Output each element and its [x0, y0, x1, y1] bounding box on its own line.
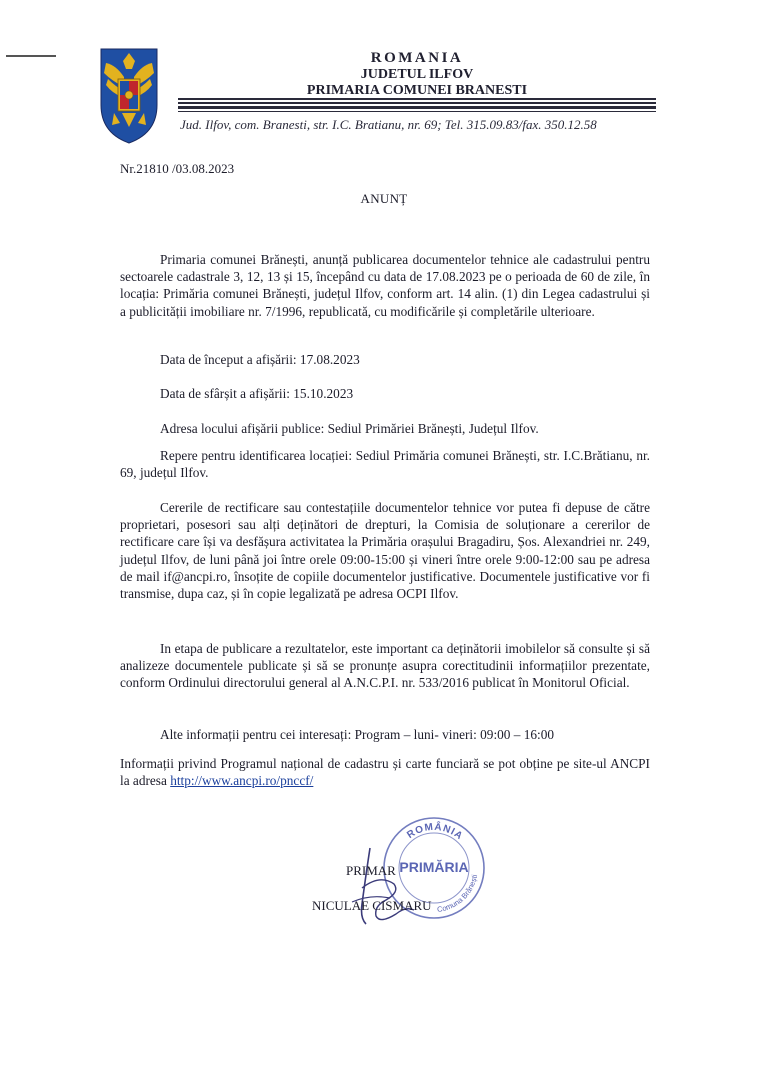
stamp-top-text: ROMÂNIA	[405, 821, 465, 843]
location-line: Adresa locului afișării publice: Sediul Primăriei Brănești, Județul Ilfov.	[160, 421, 539, 436]
signatory-title: PRIMAR	[346, 863, 396, 878]
publication-text: In etapa de publicare a rezultatelor, este important ca deținătorii imobilelor să consulte și să analizeze documentele publicate și să se pronunțe asupra corectitudinii informațiilor prezentate, conform Ordinului directorului general al A.N.C.P.I. nr. 533/2016 publicat în Monitorul Oficial.	[120, 641, 650, 691]
requests-text: Cererile de rectificare sau contestațiile documentelor tehnice vor putea fi depuse de către proprietari, posesori sau alți deținători de drepturi, la Comisia de soluționare a cererilor de rectificare care își va desfășura activitatea la Primăria orașului Bragadiru, Șos. Alexandriei nr. 249, județul Ilfov, de luni până joi între orele 09:00-15:00 și vineri între orele 9:00-12:00 sau pe adresa de mail if@ancpi.ro, însoțite de copiile documentelor justificative. Documentele justificative vor fi transmise, dupa caz, și în copie legalizată pe adresa OCPI Ilfov.	[120, 500, 650, 602]
header-address: Jud. Ilfov, com. Branesti, str. I.C. Bratianu, nr. 69; Tel. 315.09.83/fax. 350.12.58	[180, 117, 597, 132]
registration-number: Nr.21810 /03.08.2023	[120, 161, 235, 176]
coat-of-arms-icon	[98, 43, 160, 145]
scan-artifact-line	[6, 55, 56, 57]
start-date-line: Data de început a afișării: 17.08.2023	[160, 352, 360, 367]
document-title: ANUNȚ	[360, 191, 408, 206]
header-country: ROMANIA	[370, 50, 464, 66]
header-rule	[178, 102, 656, 104]
info-text: Informații privind Programul național de cadastru și carte funciară se pot obține pe site-ul ANCPI la adresa	[120, 756, 650, 789]
header-rule	[178, 111, 656, 112]
announcement-text: Primaria comunei Brănești, anunță publicarea documentelor tehnice ale cadastrului pentru sectoarele cadastrale 3, 12, 13 și 15, începând cu data de 17.08.2023 pe o perioada de 60 de zile, în locația: Primăria comunei Brănești, județul Ilfov, conform art. 14 alin. (1) din Legea cadastrului și a publicității imobiliare nr. 7/1996, republicată, cu modificările și completările ulterioare.	[120, 252, 650, 319]
signatory-name: NICULAE CISMARU	[312, 898, 432, 913]
info-paragraph	[120, 755, 650, 789]
header-rule	[178, 98, 656, 100]
letterhead	[178, 50, 656, 99]
announcement-paragraph	[120, 251, 650, 320]
header-rule	[178, 106, 656, 109]
landmarks-text: Repere pentru identificarea locației: Sediul Primăria comunei Brănești, str. I.C.Brătianu, nr. 69, județul Ilfov.	[120, 448, 650, 481]
program-line: Alte informații pentru cei interesați: Program – luni- vineri: 09:00 – 16:00	[160, 727, 555, 742]
landmarks-paragraph	[120, 447, 650, 481]
publication-paragraph	[120, 640, 650, 692]
header-county: JUDETUL ILFOV	[360, 67, 474, 82]
stamp-arc-text: Comuna Brănești	[436, 873, 480, 914]
requests-paragraph	[120, 499, 650, 602]
header-institution: PRIMARIA COMUNEI BRANESTI	[306, 83, 528, 98]
end-date-line: Data de sfârșit a afișării: 15.10.2023	[160, 386, 354, 401]
stamp-center-text: PRIMĂRIA	[399, 859, 469, 875]
ancpi-link[interactable]: http://www.ancpi.ro/pnccf/	[170, 773, 314, 789]
